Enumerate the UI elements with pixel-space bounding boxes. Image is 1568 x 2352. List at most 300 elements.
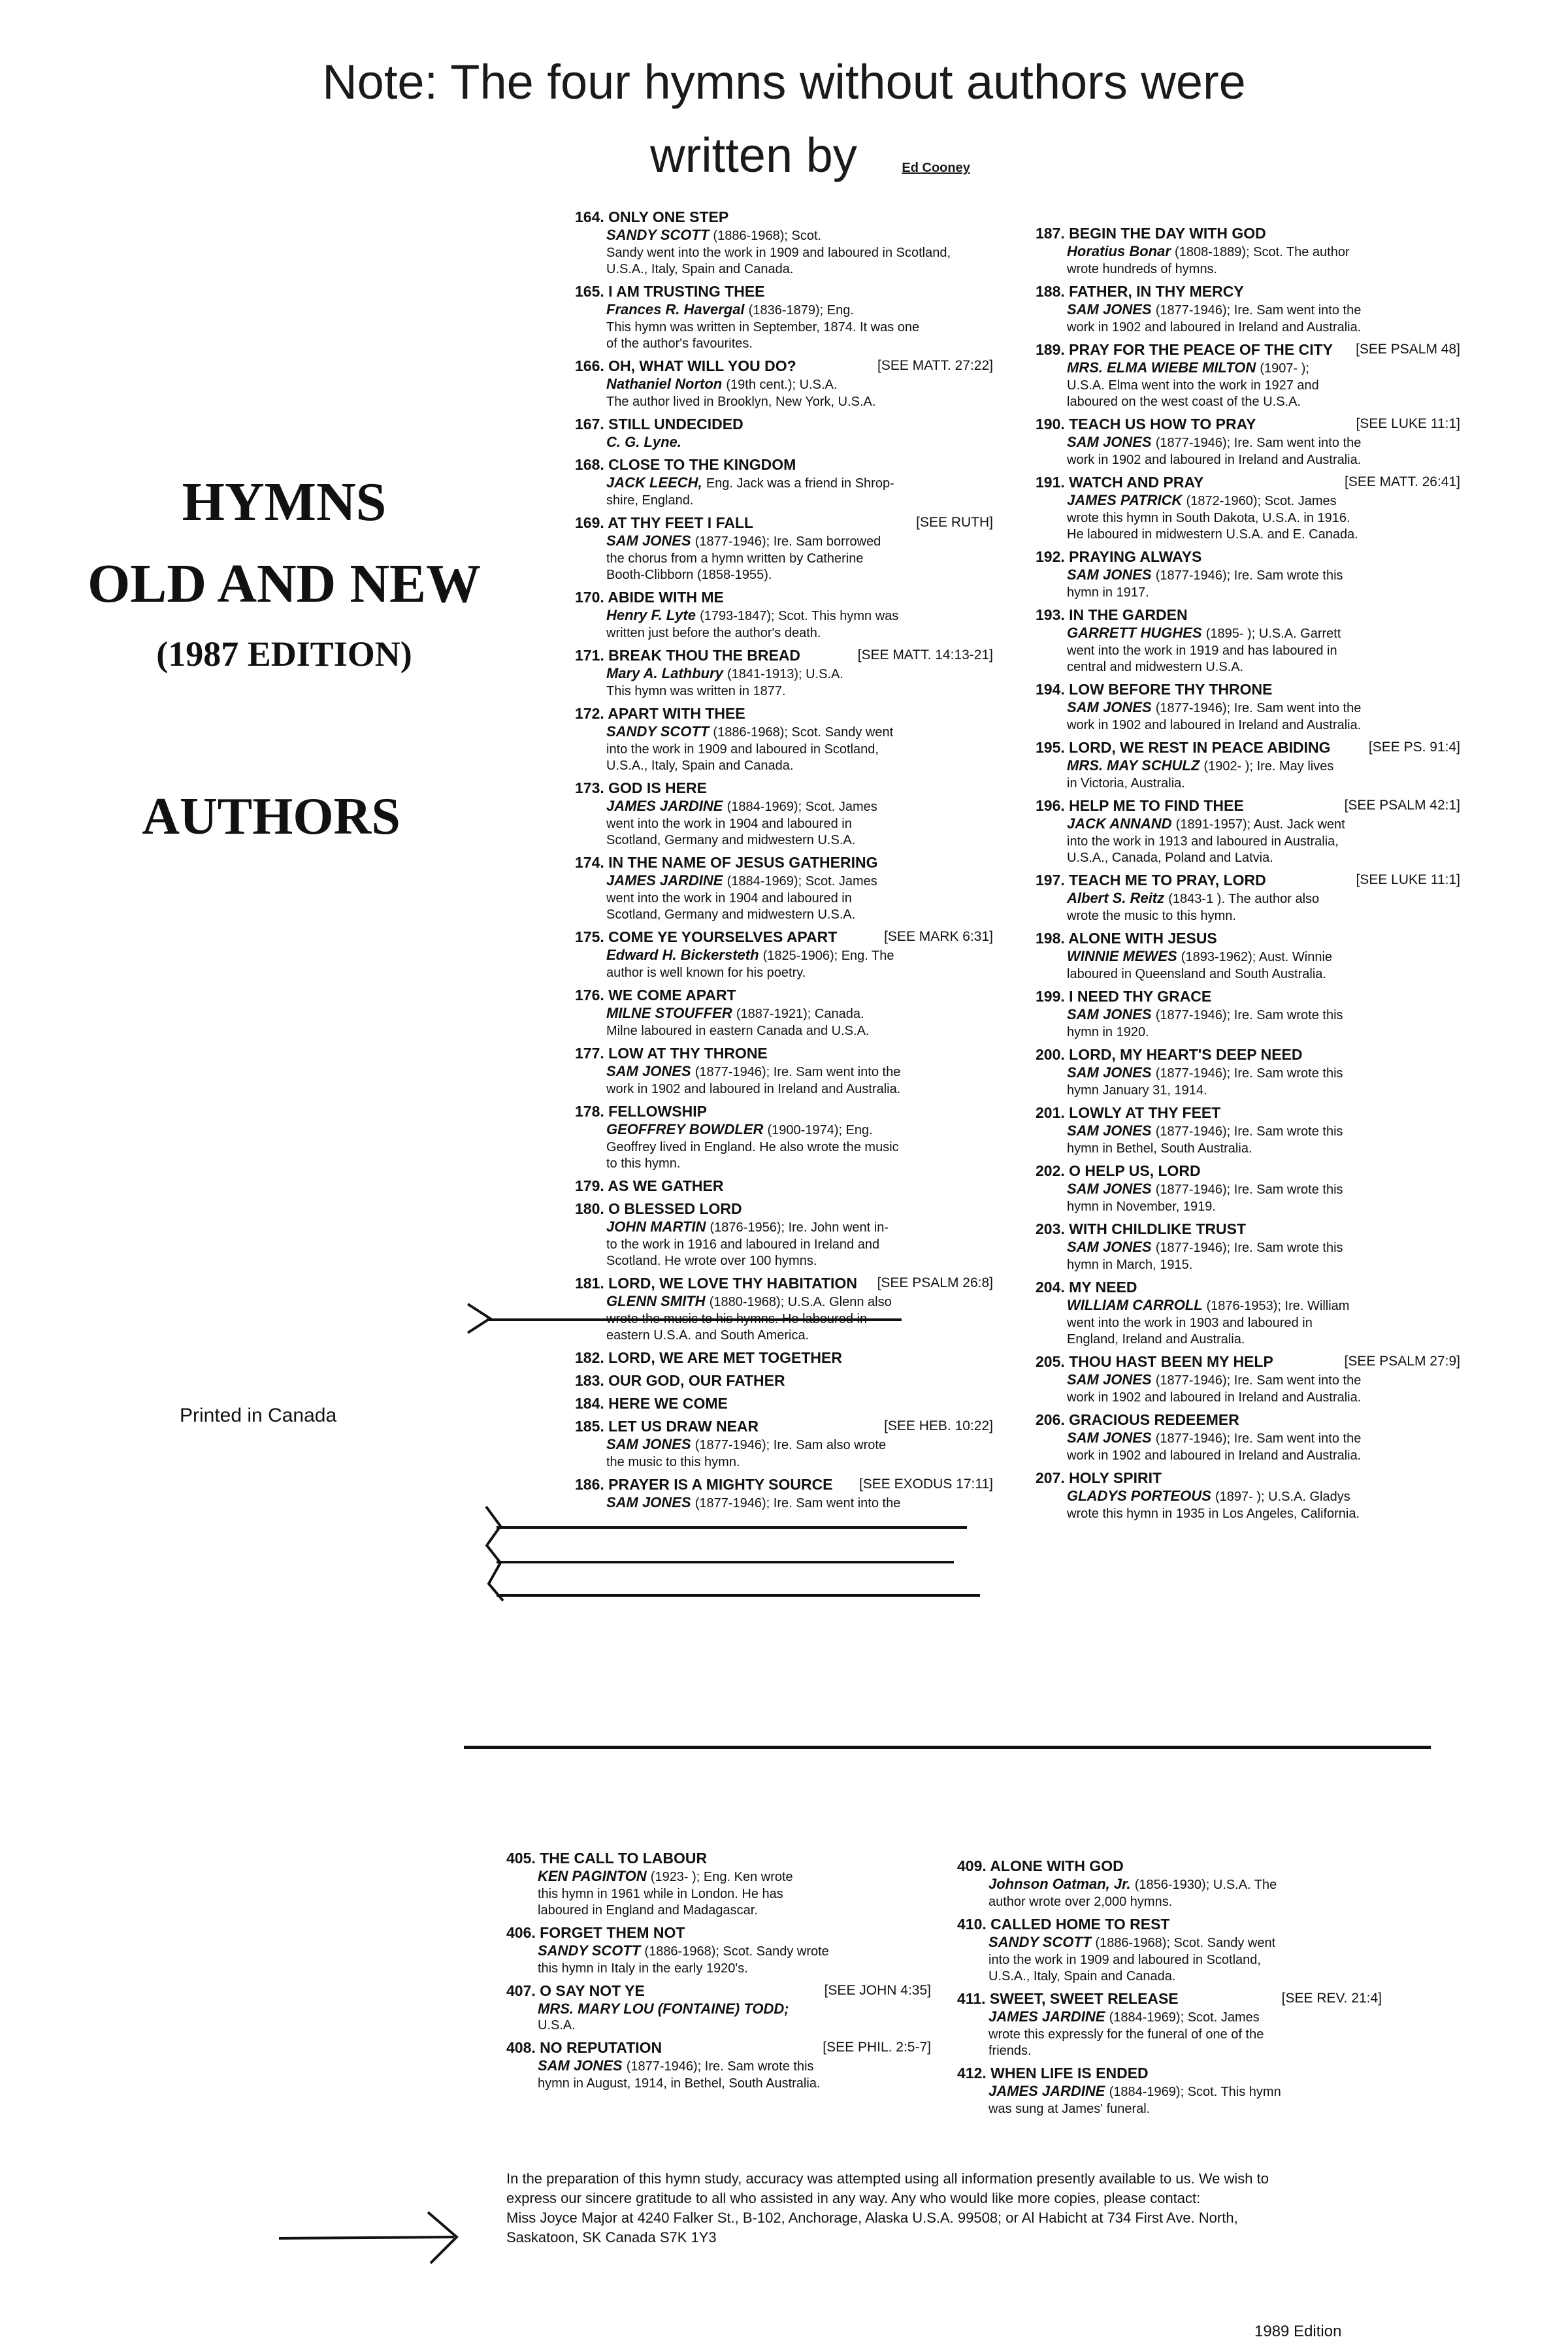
- hymn-title: [1036, 473, 1460, 491]
- author-dates: (1877-1946); Ire. Sam borrowed: [694, 534, 881, 549]
- hymn-entry: [506, 1849, 931, 1919]
- author-description: Geoffrey lived in England. He also wrote the music: [606, 1140, 899, 1154]
- hymn-title-text: 202. O HELP US, LORD: [1036, 1162, 1201, 1179]
- hymn-title-text: 197. TEACH ME TO PRAY, LORD: [1036, 872, 1266, 889]
- author-name: SAM JONES: [1067, 1239, 1152, 1255]
- hymn-entry: [575, 208, 993, 278]
- author-line: [575, 606, 993, 625]
- author-description: wrote the music to this hymn.: [1067, 909, 1236, 923]
- author-name: JAMES PATRICK: [1067, 492, 1183, 508]
- footer-line-2: express our sincere gratitude to all who assisted in any way. Any who would like more copies, please contact:: [506, 2190, 1201, 2206]
- author-description: U.S.A.: [538, 2018, 576, 2033]
- scripture-reference: [SEE EXODUS 17:11]: [858, 1477, 993, 1492]
- author-description: hymn in March, 1915.: [1067, 1258, 1193, 1272]
- author-dates: (1893-1962); Aust. Winnie: [1181, 950, 1333, 964]
- author-description: U.S.A., Italy, Spain and Canada.: [606, 759, 794, 773]
- author-description: author is well known for his poetry.: [606, 966, 806, 980]
- author-dates: (1841-1913); U.S.A.: [727, 667, 843, 681]
- scripture-reference: [SEE PSALM 48]: [1356, 342, 1460, 357]
- author-line: [575, 1004, 993, 1023]
- author-line: [575, 375, 993, 394]
- hymn-entry: [575, 1417, 993, 1471]
- author-line: [1036, 359, 1460, 378]
- hymn-title-text: 196. HELP ME TO FIND THEE: [1036, 797, 1244, 814]
- author-dates: (1843-1 ). The author also: [1168, 892, 1320, 906]
- author-line: [575, 1062, 993, 1081]
- author-name: GLENN SMITH: [606, 1293, 706, 1309]
- hymn-entry: [506, 2038, 931, 2092]
- author-description: friends.: [988, 2044, 1032, 2058]
- author-name: KEN PAGINTON: [538, 1868, 647, 1884]
- author-name: SAM JONES: [606, 1063, 691, 1079]
- author-name: GEOFFREY BOWDLER: [606, 1121, 764, 1137]
- author-description: the music to this hymn.: [606, 1455, 740, 1469]
- hymn-title-text: 171. BREAK THOU THE BREAD: [575, 647, 801, 664]
- hymn-title: [1036, 1220, 1460, 1238]
- hymn-title: [1036, 1278, 1460, 1296]
- author-description: Scotland, Germany and midwestern U.S.A.: [606, 907, 856, 922]
- author-name: SANDY SCOTT: [538, 1942, 641, 1959]
- hymn-title-text: 189. PRAY FOR THE PEACE OF THE CITY: [1036, 341, 1333, 358]
- scripture-reference: [SEE JOHN 4:35]: [824, 1983, 931, 1998]
- author-line: [1036, 433, 1460, 452]
- hymn-title-text: 411. SWEET, SWEET RELEASE: [957, 1990, 1179, 2007]
- scripture-reference: [SEE MATT. 14:13-21]: [857, 647, 993, 662]
- author-dates: (1884-1969); Scot. James: [727, 874, 877, 889]
- hymn-entry: [1036, 1103, 1460, 1157]
- note-line-2: [0, 119, 1568, 192]
- hymn-title: [575, 282, 993, 301]
- footer-acknowledgement: [506, 2169, 1369, 2247]
- hymn-entry: [1036, 1352, 1460, 1406]
- column-4-entries: [957, 1857, 1382, 2122]
- author-name: WILLIAM CARROLL: [1067, 1297, 1203, 1313]
- author-description: England, Ireland and Australia.: [1067, 1332, 1245, 1347]
- author-description: written just before the author's death.: [606, 626, 821, 640]
- hymn-title: [506, 2038, 931, 2057]
- hymn-title: [1036, 1103, 1460, 1122]
- hymn-entry: [1036, 547, 1460, 601]
- hymn-title: [575, 357, 993, 375]
- hymn-title: [575, 455, 993, 474]
- author-line: [1036, 242, 1460, 261]
- author-dates: (1877-1946); Ire. Sam went into the: [1155, 1431, 1362, 1446]
- hymn-title: [575, 986, 993, 1004]
- hymn-title-text: 191. WATCH AND PRAY: [1036, 474, 1204, 491]
- author-dates: (1884-1969); Scot. James: [727, 800, 877, 814]
- hymn-entry: [575, 455, 993, 509]
- scripture-reference: [SEE MATT. 27:22]: [877, 358, 993, 373]
- hymn-title: [957, 1989, 1382, 2008]
- hymn-title: [575, 1475, 993, 1494]
- hymn-entry: [575, 588, 993, 642]
- author-dates: (1877-1946); Ire. Sam went into the: [1155, 1373, 1362, 1388]
- hymn-entry: [575, 853, 993, 923]
- author-dates: (1884-1969); Scot. James: [1109, 2010, 1260, 2025]
- hymn-title: [957, 2064, 1382, 2082]
- author-line: [506, 1867, 931, 1886]
- printed-in-canada: Printed in Canada: [180, 1405, 337, 1426]
- author-line: [1036, 1238, 1460, 1257]
- author-description: hymn in November, 1919.: [1067, 1200, 1216, 1214]
- author-line: [1036, 301, 1460, 319]
- author-name: SANDY SCOTT: [606, 227, 710, 243]
- author-dates: (1891-1957); Aust. Jack went: [1175, 817, 1345, 832]
- hymn-title-text: 179. AS WE GATHER: [575, 1177, 724, 1194]
- footer-line-1: In the preparation of this hymn study, accuracy was attempted using all information presently available to us. We wish to: [506, 2170, 1269, 2187]
- hymn-entry: [575, 1200, 993, 1269]
- hymn-entry: [575, 1475, 993, 1512]
- author-description: shire, England.: [606, 493, 694, 508]
- author-description: laboured on the west coast of the U.S.A.: [1067, 395, 1301, 409]
- author-line: [1036, 889, 1460, 908]
- hymn-entry: [575, 415, 993, 451]
- author-name: JAMES JARDINE: [606, 872, 723, 889]
- hymn-title-text: 192. PRAYING ALWAYS: [1036, 548, 1202, 565]
- author-name: SAM JONES: [606, 1436, 691, 1452]
- hymn-title: [1036, 224, 1460, 242]
- hymn-title-text: 181. LORD, WE LOVE THY HABITATION: [575, 1275, 857, 1292]
- hymn-title: [957, 1915, 1382, 1933]
- author-dates: (1793-1847); Scot. This hymn was: [700, 609, 899, 623]
- hymn-title: [1036, 796, 1460, 815]
- author-line: [957, 2082, 1382, 2101]
- scripture-reference: [SEE LUKE 11:1]: [1356, 872, 1460, 887]
- author-line: [575, 1435, 993, 1454]
- hymn-entry: [957, 1857, 1382, 1910]
- author-name: GARRETT HUGHES: [1067, 625, 1202, 641]
- hymn-title-text: 176. WE COME APART: [575, 987, 736, 1004]
- author-description: to this hymn.: [606, 1156, 681, 1171]
- hymn-title: [1036, 1411, 1460, 1429]
- handwritten-note: [0, 46, 1568, 192]
- hymn-entry: [575, 779, 993, 849]
- hymn-entry: [1036, 1220, 1460, 1273]
- hymn-title: [575, 1274, 993, 1292]
- author-name: JAMES JARDINE: [606, 798, 723, 814]
- author-dates: (1877-1946); Ire. Sam went into the: [694, 1065, 901, 1079]
- author-dates: (1877-1946); Ire. Sam wrote this: [1155, 1008, 1343, 1022]
- author-line: [1036, 566, 1460, 585]
- hymn-title: [575, 588, 993, 606]
- hymn-title-text: 164. ONLY ONE STEP: [575, 208, 729, 225]
- hymn-entry: [575, 928, 993, 981]
- hymn-title-text: 165. I AM TRUSTING THEE: [575, 283, 765, 300]
- author-dates: (1825-1906); Eng. The: [762, 949, 894, 963]
- author-description: work in 1902 and laboured in Ireland and Australia.: [1067, 1390, 1362, 1405]
- hymn-title-text: 184. HERE WE COME: [575, 1395, 728, 1412]
- author-line: [575, 1120, 993, 1139]
- author-dates: Eng. Jack was a friend in Shrop-: [706, 476, 894, 491]
- author-description: U.S.A., Italy, Spain and Canada.: [606, 262, 794, 276]
- hymn-title-text: 177. LOW AT THY THRONE: [575, 1045, 768, 1062]
- hymn-entry: [1036, 415, 1460, 468]
- column-3-entries: [506, 1849, 931, 2097]
- author-name: Horatius Bonar: [1067, 243, 1171, 259]
- author-description: went into the work in 1903 and laboured in: [1067, 1316, 1313, 1330]
- author-line: [575, 433, 993, 451]
- author-line: [575, 872, 993, 890]
- hymn-title: [1036, 282, 1460, 301]
- author-line: [957, 1933, 1382, 1952]
- hymn-title: [1036, 1469, 1460, 1487]
- footer-line-3: Miss Joyce Major at 4240 Falker St., B-102, Anchorage, Alaska U.S.A. 99508; or Al Habicht at 734 First Ave. North,: [506, 2210, 1238, 2226]
- author-description: author wrote over 2,000 hymns.: [988, 1895, 1173, 1909]
- author-description: Scotland, Germany and midwestern U.S.A.: [606, 833, 856, 847]
- author-line: [1036, 1429, 1460, 1448]
- scripture-reference: [SEE PSALM 26:8]: [877, 1275, 993, 1290]
- hymn-entry: [1036, 738, 1460, 792]
- author-description: was sung at James' funeral.: [988, 2102, 1151, 2116]
- hymn-entry: [575, 514, 993, 583]
- author-dates: (1877-1946); Ire. Sam went into the: [1155, 436, 1362, 450]
- hymn-entry: [575, 357, 993, 410]
- hymn-title-text: 206. GRACIOUS REDEEMER: [1036, 1411, 1239, 1428]
- author-line: [1036, 1371, 1460, 1390]
- hymn-entry: [506, 1923, 931, 1977]
- hymn-entry: [575, 1348, 993, 1367]
- edition-label: 1989 Edition: [1254, 2323, 1342, 2340]
- author-name: MRS. MARY LOU (FONTAINE) TODD;: [538, 2001, 789, 2017]
- author-description: went into the work in 1904 and laboured in: [606, 817, 852, 831]
- author-name: Albert S. Reitz: [1067, 890, 1165, 906]
- author-dates: (19th cent.); U.S.A.: [726, 378, 838, 392]
- hymn-title: [1036, 415, 1460, 433]
- author-description: hymn in 1917.: [1067, 585, 1149, 600]
- author-description: wrote hundreds of hymns.: [1067, 262, 1218, 276]
- hymn-title-text: 186. PRAYER IS A MIGHTY SOURCE: [575, 1476, 833, 1493]
- author-description: went into the work in 1904 and laboured in: [606, 891, 852, 906]
- author-description: This hymn was written in 1877.: [606, 684, 786, 698]
- hymn-entry: [1036, 871, 1460, 924]
- author-description: the chorus from a hymn written by Catherine: [606, 551, 864, 566]
- hymn-title-text: 200. LORD, MY HEART'S DEEP NEED: [1036, 1046, 1303, 1063]
- author-name: C. G. Lyne.: [606, 434, 681, 450]
- author-description: The author lived in Brooklyn, New York, U.S.A.: [606, 395, 876, 409]
- hymn-title: [575, 1200, 993, 1218]
- scripture-reference: [SEE LUKE 11:1]: [1356, 416, 1460, 431]
- hymn-title: [575, 1394, 993, 1413]
- author-dates: (1877-1946); Ire. Sam went into the: [694, 1496, 901, 1511]
- arrow-mark-182-icon: [483, 1503, 510, 1607]
- author-description: this hymn in 1961 while in London. He has: [538, 1887, 783, 1901]
- hymn-entry: [1036, 929, 1460, 983]
- hymn-title: [575, 415, 993, 433]
- author-name: SAM JONES: [1067, 1064, 1152, 1081]
- author-name: Nathaniel Norton: [606, 376, 723, 392]
- author-name: SAM JONES: [1067, 1122, 1152, 1139]
- hymn-title: [1036, 871, 1460, 889]
- author-name: JOHN MARTIN: [606, 1218, 706, 1235]
- author-line: [575, 946, 993, 965]
- hymn-title: [575, 208, 993, 226]
- hymn-entry: [575, 1394, 993, 1413]
- hymn-title: [575, 1417, 993, 1435]
- hymn-title: [506, 1982, 931, 2000]
- hymn-title-text: 204. MY NEED: [1036, 1279, 1137, 1296]
- author-name: JAMES JARDINE: [988, 2083, 1105, 2099]
- hymn-title-text: 182. LORD, WE ARE MET TOGETHER: [575, 1349, 842, 1366]
- arrow-mark-179-icon: [464, 1301, 503, 1335]
- author-name: Johnson Oatman, Jr.: [988, 1876, 1131, 1892]
- author-line: [575, 532, 993, 551]
- author-line: [575, 1494, 993, 1512]
- hymn-title-text: 406. FORGET THEM NOT: [506, 1924, 685, 1941]
- scripture-reference: [SEE MATT. 26:41]: [1344, 474, 1460, 489]
- hymn-entry: [957, 1989, 1382, 2059]
- hymn-entry: [1036, 282, 1460, 336]
- hymn-title-text: 178. FELLOWSHIP: [575, 1103, 707, 1120]
- hymn-title-text: 187. BEGIN THE DAY WITH GOD: [1036, 225, 1266, 242]
- author-name: SAM JONES: [538, 2057, 623, 2074]
- hymn-entry: [575, 646, 993, 700]
- author-name: GLADYS PORTEOUS: [1067, 1488, 1211, 1504]
- author-name: Frances R. Havergal: [606, 301, 745, 318]
- hymn-entry: [957, 1915, 1382, 1985]
- author-name: MRS. MAY SCHULZ: [1067, 757, 1200, 774]
- author-description: work in 1902 and laboured in Ireland and Australia.: [1067, 453, 1362, 467]
- author-name: SANDY SCOTT: [988, 1934, 1092, 1950]
- hymn-entry: [575, 282, 993, 352]
- author-description: work in 1902 and laboured in Ireland and Australia.: [1067, 718, 1362, 732]
- hymn-entry: [1036, 1469, 1460, 1522]
- hymn-entry: [1036, 1162, 1460, 1215]
- author-description: into the work in 1913 and laboured in Australia,: [1067, 834, 1339, 849]
- author-dates: (1880-1968); U.S.A. Glenn also: [709, 1295, 892, 1309]
- author-name: Mary A. Lathbury: [606, 665, 723, 681]
- hymn-title: [575, 1102, 993, 1120]
- hymn-title-text: 183. OUR GOD, OUR FATHER: [575, 1372, 785, 1389]
- hymn-title: [575, 514, 993, 532]
- hymn-title-text: 405. THE CALL TO LABOUR: [506, 1850, 708, 1867]
- title-authors: AUTHORS: [142, 788, 400, 845]
- author-dates: (1876-1953); Ire. William: [1206, 1299, 1350, 1313]
- hymn-title-text: 409. ALONE WITH GOD: [957, 1857, 1124, 1874]
- author-description: wrote this hymn in South Dakota, U.S.A. in 1916.: [1067, 511, 1350, 525]
- hymn-entry: [1036, 1411, 1460, 1464]
- author-line: [575, 226, 993, 245]
- author-description: hymn January 31, 1914.: [1067, 1083, 1207, 1098]
- author-dates: (1876-1956); Ire. John went in-: [710, 1220, 889, 1235]
- author-description: of the author's favourites.: [606, 336, 753, 351]
- title-old-and-new: OLD AND NEW: [87, 553, 482, 614]
- author-line: [575, 1292, 993, 1311]
- column-2-entries: [1036, 224, 1460, 1527]
- author-dates: (1900-1974); Eng.: [767, 1123, 873, 1137]
- hymn-entry: [575, 1371, 993, 1390]
- author-name: SANDY SCOTT: [606, 723, 710, 740]
- hymn-title: [575, 1044, 993, 1062]
- author-line: [1036, 698, 1460, 717]
- author-description: Sandy went into the work in 1909 and laboured in Scotland,: [606, 246, 951, 260]
- author-dates: (1872-1960); Scot. James: [1186, 494, 1337, 508]
- hymn-entry: [1036, 796, 1460, 866]
- hymn-title-text: 175. COME YE YOURSELVES APART: [575, 928, 838, 945]
- scripture-reference: [SEE PS. 91:4]: [1368, 740, 1460, 755]
- hymn-title-text: 412. WHEN LIFE IS ENDED: [957, 2065, 1149, 2082]
- author-dates: (1886-1968); Scot. Sandy went: [1095, 1936, 1276, 1950]
- author-description: Scotland. He wrote over 100 hymns.: [606, 1254, 817, 1268]
- author-description: hymn in 1920.: [1067, 1025, 1149, 1039]
- author-dates: (1836-1879); Eng.: [748, 303, 854, 318]
- author-description: eastern U.S.A. and South America.: [606, 1328, 809, 1343]
- author-name: SAM JONES: [1067, 1181, 1152, 1197]
- scripture-reference: [SEE MARK 6:31]: [884, 929, 993, 944]
- hymn-entry: [1036, 1045, 1460, 1099]
- author-description: He laboured in midwestern U.S.A. and E. Canada.: [1067, 527, 1358, 542]
- author-dates: (1923- ); Eng. Ken wrote: [650, 1870, 793, 1884]
- hymn-title: [575, 779, 993, 797]
- author-name: SAM JONES: [1067, 434, 1152, 450]
- author-dates: (1877-1946); Ire. Sam went into the: [1155, 303, 1362, 318]
- hymn-title-text: 201. LOWLY AT THY FEET: [1036, 1104, 1221, 1121]
- hymn-title: [1036, 340, 1460, 359]
- hymn-entry: [506, 1982, 931, 2034]
- underline-183: [497, 1561, 954, 1563]
- author-name: JACK ANNAND: [1067, 815, 1172, 832]
- author-name: WINNIE MEWES: [1067, 948, 1177, 964]
- hymn-title-text: 172. APART WITH THEE: [575, 705, 745, 722]
- author-line: [1036, 1296, 1460, 1315]
- author-description: central and midwestern U.S.A.: [1067, 660, 1244, 674]
- author-line: [1036, 491, 1460, 510]
- author-description: went into the work in 1919 and has laboured in: [1067, 644, 1337, 658]
- author-description: Booth-Clibborn (1858-1955).: [606, 568, 772, 582]
- hymn-title-text: 170. ABIDE WITH ME: [575, 589, 724, 606]
- note-author-name: Ed Cooney: [902, 161, 970, 175]
- hymn-title-text: 173. GOD IS HERE: [575, 779, 707, 796]
- scripture-reference: [SEE RUTH]: [916, 515, 993, 530]
- hymn-entry: [575, 1177, 993, 1195]
- author-name: SAM JONES: [1067, 566, 1152, 583]
- hymn-title: [1036, 929, 1460, 947]
- author-description: laboured in Queensland and South Australia.: [1067, 967, 1326, 981]
- author-name: JACK LEECH,: [606, 474, 702, 491]
- title-hymns: HYMNS: [182, 472, 387, 532]
- author-line: [957, 1875, 1382, 1894]
- hymn-title: [1036, 738, 1460, 757]
- hymn-title-text: 203. WITH CHILDLIKE TRUST: [1036, 1220, 1247, 1237]
- author-dates: (1907- );: [1260, 361, 1309, 376]
- author-line: [1036, 1180, 1460, 1199]
- hymn-title-text: 169. AT THY FEET I FALL: [575, 514, 754, 531]
- scripture-reference: [SEE HEB. 10:22]: [884, 1418, 993, 1433]
- hymn-title-text: 410. CALLED HOME TO REST: [957, 1916, 1170, 1933]
- hymn-title: [1036, 606, 1460, 624]
- author-description: hymn in August, 1914, in Bethel, South Australia.: [538, 2076, 821, 2091]
- author-name: Henry F. Lyte: [606, 607, 696, 623]
- hymn-entry: [1036, 1278, 1460, 1348]
- author-line: [957, 2008, 1382, 2027]
- hymn-title: [1036, 987, 1460, 1005]
- author-line: [575, 797, 993, 816]
- author-dates: (1856-1930); U.S.A. The: [1134, 1878, 1277, 1892]
- author-description: hymn in Bethel, South Australia.: [1067, 1141, 1252, 1156]
- author-line: [1036, 1064, 1460, 1083]
- hymn-title: [575, 928, 993, 946]
- author-description: laboured in England and Madagascar.: [538, 1903, 758, 1918]
- hymn-title: [1036, 1352, 1460, 1371]
- author-dates: (1886-1968); Scot.: [713, 229, 822, 243]
- hymn-title-text: 407. O SAY NOT YE: [506, 1982, 645, 1999]
- author-description: wrote this hymn in 1935 in Los Angeles, California.: [1067, 1507, 1360, 1521]
- author-description: into the work in 1909 and laboured in Scotland,: [988, 1953, 1261, 1967]
- hymn-title-text: 199. I NEED THY GRACE: [1036, 988, 1212, 1005]
- author-dates: (1877-1946); Ire. Sam wrote this: [1155, 568, 1343, 583]
- author-line: [575, 301, 993, 319]
- author-name: MRS. ELMA WIEBE MILTON: [1067, 359, 1256, 376]
- hymn-entry: [1036, 680, 1460, 734]
